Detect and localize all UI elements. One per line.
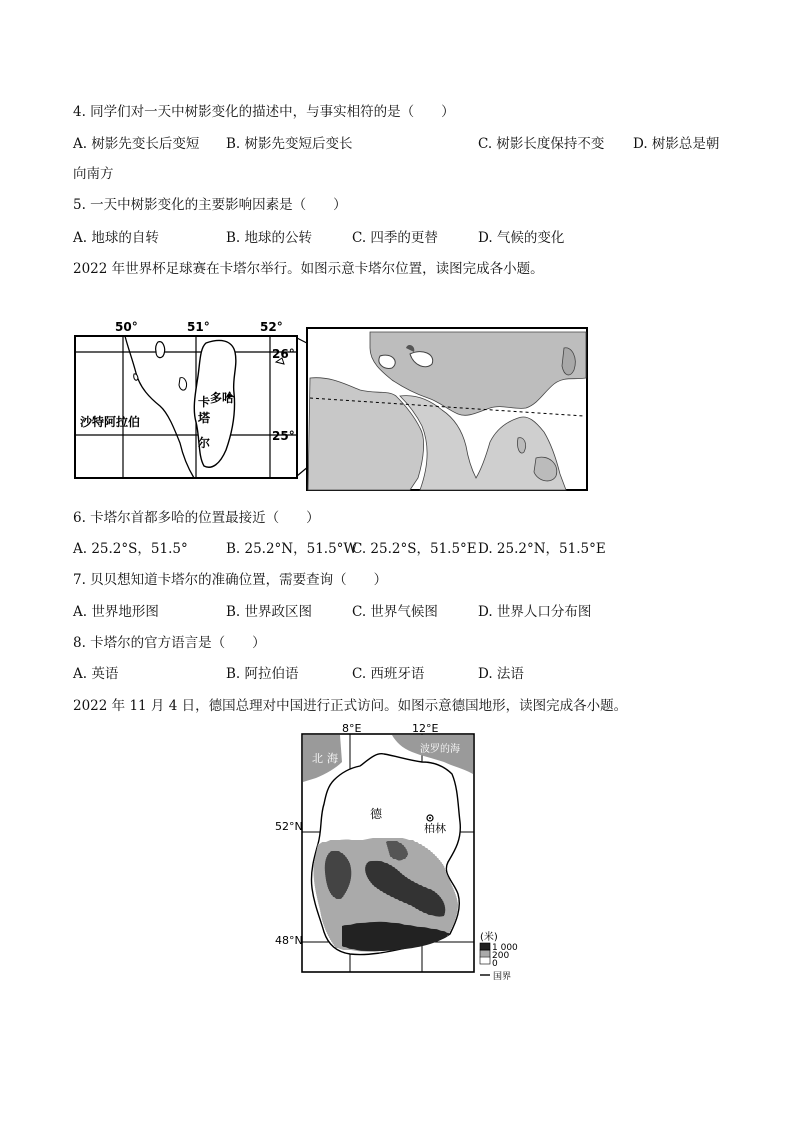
question-6-option-b: B. 25.2°N，51.5°W <box>226 541 358 557</box>
question-4-option-d: D. 树影总是朝 <box>633 136 720 152</box>
question-8-option-d: D. 法语 <box>478 666 524 682</box>
lat-label-48n: 48°N <box>275 934 303 947</box>
legend-level-1000: 1 000 <box>492 943 518 953</box>
question-5-stem: 5. 一天中树影变化的主要影响因素是（ ） <box>73 197 347 213</box>
question-4-option-a: A. 树影先变长后变短 <box>73 136 200 152</box>
question-7-option-a: A. 世界地形图 <box>73 604 159 620</box>
question-6-option-a: A. 25.2°S，51.5° <box>73 541 188 557</box>
question-7-stem: 7. 贝贝想知道卡塔尔的准确位置，需要查询（ ） <box>73 572 388 588</box>
lat-label-52n: 52°N <box>275 820 303 833</box>
legend-level-0: 0 <box>492 959 498 969</box>
question-6-option-c: C. 25.2°S，51.5°E <box>352 541 477 557</box>
question-5-option-a: A. 地球的自转 <box>73 230 159 246</box>
doha-label: 多哈 <box>210 391 235 405</box>
lat-label-25: 25° <box>272 429 295 443</box>
question-5-option-c: C. 四季的更替 <box>352 230 438 246</box>
lon-label-52: 52° <box>260 320 283 334</box>
qatar-char-2: 塔 <box>198 411 211 425</box>
question-7-option-d: D. 世界人口分布图 <box>478 604 592 620</box>
saudi-label: 沙特阿拉伯 <box>80 415 141 429</box>
question-8-option-c: C. 西班牙语 <box>352 666 425 682</box>
qatar-char-3: 尔 <box>198 436 211 450</box>
question-4-option-b: B. 树影先变短后变长 <box>226 136 353 152</box>
question-7-option-b: B. 世界政区图 <box>226 604 313 620</box>
berlin-label: 柏林 <box>424 822 446 835</box>
qatar-location-map <box>70 318 590 498</box>
question-8-option-a: A. 英语 <box>73 666 119 682</box>
question-6-stem: 6. 卡塔尔首都多哈的位置最接近（ ） <box>73 510 320 526</box>
lon-label-8e: 8°E <box>342 722 362 735</box>
legend-level-200: 200 <box>492 951 510 961</box>
lat-label-26: 26° <box>272 347 295 361</box>
question-4-stem: 4. 同学们对一天中树影变化的描述中，与事实相符的是（ ） <box>73 104 455 120</box>
qatar-inset-frame <box>75 336 297 478</box>
germany-terrain-map <box>272 722 532 984</box>
north-sea-label: 北海 <box>312 752 342 765</box>
legend-unit: (米) <box>480 932 498 943</box>
qatar-char-1: 卡 <box>198 395 211 409</box>
bahrain-island <box>156 342 165 358</box>
question-5-option-d: D. 气候的变化 <box>478 230 565 246</box>
baltic-sea-label: 波罗的海 <box>420 744 460 755</box>
question-4-option-c: C. 树影长度保持不变 <box>478 136 605 152</box>
lon-label-12e: 12°E <box>412 722 439 735</box>
germany-country-label: 德 <box>370 807 383 821</box>
question-5-option-b: B. 地球的公转 <box>226 230 313 246</box>
question-7-option-c: C. 世界气候图 <box>352 604 438 620</box>
lon-label-50: 50° <box>115 320 138 334</box>
question-4-option-d-continuation: 向南方 <box>73 166 114 182</box>
lon-label-51: 51° <box>187 320 210 334</box>
qatar-intro: 2022 年世界杯足球赛在卡塔尔举行。如图示意卡塔尔位置，读图完成各小题。 <box>73 261 544 277</box>
elevation-legend <box>480 930 518 982</box>
question-8-option-b: B. 阿拉伯语 <box>226 666 299 682</box>
question-8-stem: 8. 卡塔尔的官方语言是（ ） <box>73 635 266 651</box>
legend-border: 国界 <box>493 972 512 982</box>
question-6-option-d: D. 25.2°N，51.5°E <box>478 541 606 557</box>
germany-intro: 2022 年 11 月 4 日，德国总理对中国进行正式访问。如图示意德国地形，读图完成各小题。 <box>73 698 628 714</box>
